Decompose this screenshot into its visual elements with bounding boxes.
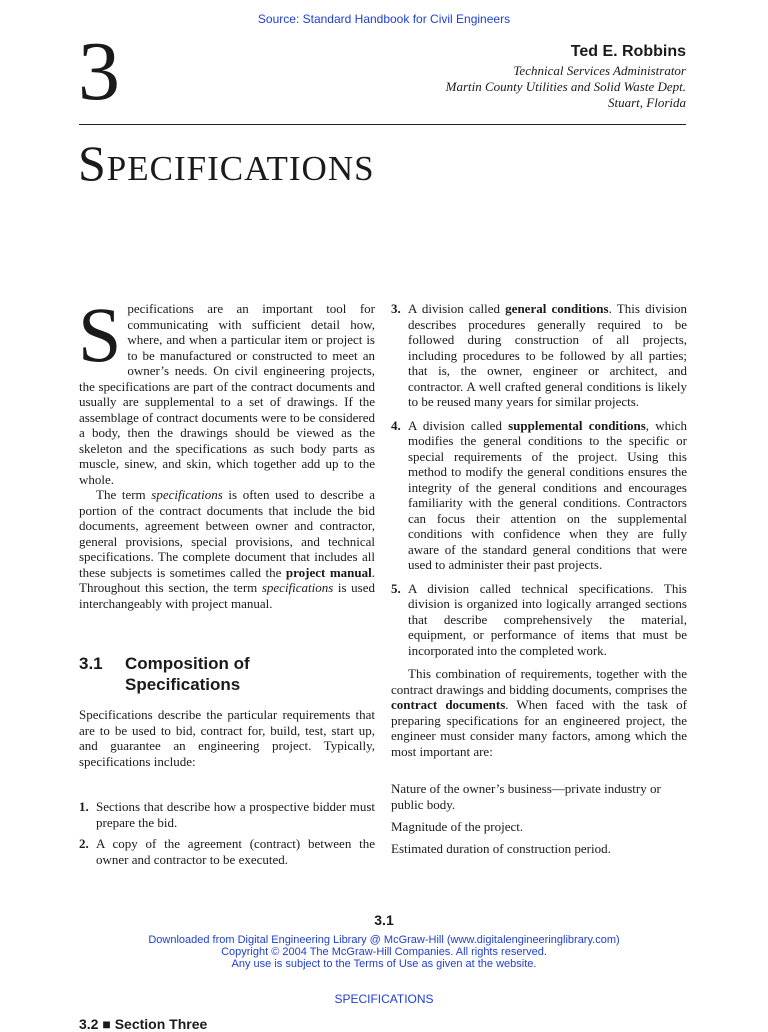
author-location: Stuart, Florida [607, 95, 686, 110]
combination-text-a: This combination of requirements, together with the contract drawings and bidding documents, comprises the [391, 666, 687, 697]
next-page-header: 3.2 ■ Section Three [79, 1016, 208, 1032]
item3-text-b: . This division describes procedures generally required to be followed during construction of all projects, including procedures to be followed by all parties; that is, the owner, engineer or architect, and contractor. A well crafted general conditions is likely to be reused many years for similar projects. [408, 301, 687, 409]
combination-text-b: . When faced with the task of preparing specifications for an engineered project, the engineer must consider many factors, among which the most important are: [391, 697, 687, 759]
intro-term-specifications-2: specifications [261, 580, 334, 595]
download-notice-line[interactable]: Downloaded from Digital Engineering Library @ McGraw-Hill (www.digitalengineeringlibrary.com) [148, 934, 620, 946]
source-link[interactable]: Source: Standard Handbook for Civil Engineers [257, 12, 511, 26]
section-title-line-1: Composition of [125, 654, 250, 673]
left-column [78, 291, 375, 867]
list-item-text: A division called technical specifications. This division is organized into logically arranged sections that describe comprehensively the material, equipment, or performance of items that must be incorporated into the completed work. [408, 580, 687, 658]
section-number: 3.1 [79, 654, 103, 673]
drop-cap: S [78, 291, 122, 378]
list-item [391, 418, 687, 573]
title-rule [79, 124, 686, 125]
intro-term-project-manual: project manual [285, 564, 372, 580]
intro-text-2c: . Throughout this section, the term [79, 564, 375, 595]
list-item-number: 4. [391, 417, 401, 433]
list-item-text: A copy of the agreement (contract) between the owner and contractor to be executed. [96, 836, 375, 867]
download-notice[interactable] [0, 934, 768, 970]
section-intro: Specifications describe the particular requirements that are to be used to bid, contract for, build, test, start up, and guarantee an engineering project. Typically, specifications include: [79, 707, 375, 769]
right-column [391, 301, 687, 856]
author-title: Technical Services Administrator [513, 63, 686, 78]
list-item-number: 1. [79, 799, 89, 814]
author-name: Ted E. Robbins [570, 43, 686, 60]
list-item [79, 799, 375, 830]
list-left [79, 799, 375, 867]
intro-text-2d: is used interchangeably with project manual. [79, 580, 375, 611]
intro-text-1: pecifications are an important tool for communicating with sufficient detail how, where, and when a particular item or project is to be manufactured or constructed to meet an owner’s needs. On civil engineering projects, the specifications are part of the contract documents and usually are supplemental to a set of drawings. If the assemblage of contract documents were to be considered a body, then the drawings should be viewed as the skeleton and the specifications as such body parts as muscle, sinew, and skin, which together add up to the whole. [79, 301, 375, 487]
list-right [391, 301, 687, 658]
list-item [391, 301, 687, 410]
page-number: 3.1 [374, 912, 394, 928]
list-item [391, 581, 687, 659]
intro-paragraph-1 [78, 291, 375, 487]
section-heading [79, 653, 375, 695]
intro-term-specifications: specifications [151, 487, 223, 502]
author-organization: Martin County Utilities and Solid Waste Dept. [445, 79, 686, 94]
item4-text-b: , which modifies the general conditions to the specific or special requirements of the project. Using this method to modify the general conditions ensures the integrity of the general conditions and encourages familiarity with the general conditions. Contractors can focus their attention on the supplemental conditions with confidence when they are fully aware of the standard general conditions that were used to administer their past projects. [408, 417, 687, 572]
chapter-link[interactable]: SPECIFICATIONS [334, 992, 434, 1006]
intro-text-2a: The term [96, 487, 152, 502]
term-contract-documents: contract documents [391, 697, 506, 712]
intro-text-2b: is often used to describe a portion of the contract documents that include the bid documents, agreement between owner and contractor, general provisions, special provisions, and technical specifications. The complete document that includes all these subjects is sometimes called the [79, 487, 375, 580]
item4-text-a: A division called [408, 417, 509, 433]
factor-item: Estimated duration of construction period. [391, 840, 611, 856]
list-item-text [408, 301, 687, 410]
factor-item: Magnitude of the project. [391, 819, 524, 834]
intro-paragraph-2 [79, 487, 375, 611]
list-item-text [408, 418, 687, 573]
factor-item: Nature of the owner’s business—private industry or public body. [391, 781, 661, 812]
terms-line[interactable]: Any use is subject to the Terms of Use as given at the website. [231, 958, 537, 970]
list-item-text: Sections that describe how a prospective bidder must prepare the bid. [96, 799, 375, 830]
list-item-number: 2. [79, 836, 89, 851]
chapter-title: Specifications [78, 135, 375, 191]
chapter-number: 3 [78, 25, 120, 118]
list-item-number: 3. [391, 301, 401, 316]
term-supplemental-conditions: supplemental conditions [508, 417, 646, 433]
item3-text-a: A division called [408, 301, 506, 316]
copyright-line: Copyright © 2004 The McGraw-Hill Companies. All rights reserved. [221, 946, 547, 958]
term-general-conditions: general conditions [505, 301, 609, 316]
combination-paragraph [391, 666, 687, 759]
list-item-number: 5. [391, 580, 401, 596]
author-block [446, 44, 686, 111]
section-title-line-2: Specifications [125, 675, 241, 694]
list-item [79, 836, 375, 867]
